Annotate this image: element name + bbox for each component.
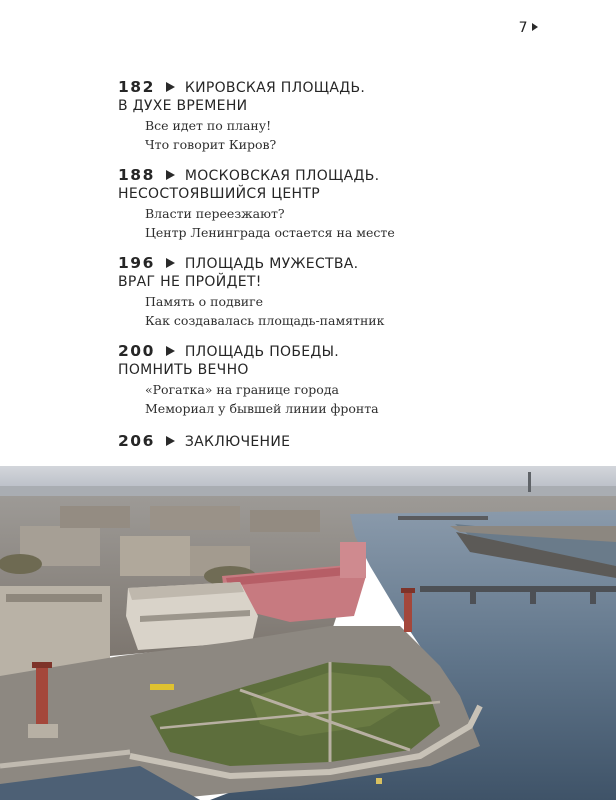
toc-entry-subtitles — [118, 205, 558, 242]
toc-entry-title: ПЛОЩАДЬ ПОБЕДЫ. — [184, 344, 340, 360]
toc-entry-title: МОСКОВСКАЯ ПЛОЩАДЬ. — [184, 168, 380, 184]
toc-entry[interactable] — [118, 254, 558, 330]
toc-entry-heading — [118, 342, 558, 361]
toc-entry[interactable] — [118, 166, 558, 242]
toc-subtitle: Все идет по плану! — [145, 118, 272, 133]
triangle-arrow-icon — [166, 258, 175, 268]
toc-entry-heading — [118, 78, 558, 97]
toc-subtitle: Как создавалась площадь-памятник — [145, 312, 385, 328]
toc-entry-subtitles — [118, 117, 558, 154]
toc-subtitle: Что говорит Киров? — [145, 136, 277, 152]
toc-entry-page: 200 — [118, 342, 155, 360]
aerial-photo-icon — [0, 466, 616, 800]
toc-entry[interactable] — [118, 78, 558, 154]
toc-entry-title: КИРОВСКАЯ ПЛОЩАДЬ. — [184, 80, 366, 96]
page-number-value: 7 — [518, 20, 528, 36]
page-number — [519, 20, 538, 36]
toc-entry-subtitles — [118, 381, 558, 418]
aerial-photo — [0, 466, 616, 800]
toc-entry[interactable] — [118, 342, 558, 418]
toc-entry[interactable] — [118, 432, 558, 451]
toc-entry-title-line2: ПОМНИТЬ ВЕЧНО — [118, 362, 249, 378]
toc-entry-title-line2: В ДУХЕ ВРЕМЕНИ — [118, 98, 248, 114]
toc-entry-page: 188 — [118, 166, 155, 184]
toc-entry-page: 182 — [118, 78, 155, 96]
toc-entry-subtitles — [118, 293, 558, 330]
toc-entry-heading — [118, 254, 558, 273]
toc-subtitle: «Рогатка» на границе города — [145, 382, 339, 397]
toc-subtitle: Власти переезжают? — [145, 206, 285, 221]
toc-entry-title: ПЛОЩАДЬ МУЖЕСТВА. — [184, 256, 359, 272]
triangle-arrow-icon — [166, 346, 175, 356]
triangle-arrow-icon — [166, 170, 175, 180]
toc-entry-title-line2: НЕСОСТОЯВШИЙСЯ ЦЕНТР — [118, 186, 320, 202]
toc-entry-title: ЗАКЛЮЧЕНИЕ — [184, 434, 291, 450]
toc-entry-title-line2: ВРАГ НЕ ПРОЙДЕТ! — [118, 274, 262, 290]
triangle-arrow-icon — [166, 82, 175, 92]
toc-subtitle: Память о подвиге — [145, 294, 264, 309]
toc-entry-heading — [118, 432, 558, 451]
toc-entry-heading — [118, 166, 558, 185]
toc-entry-page: 206 — [118, 432, 155, 450]
page-arrow-icon — [532, 23, 538, 31]
toc-entry-page: 196 — [118, 254, 155, 272]
toc-subtitle: Центр Ленинграда остается на месте — [145, 224, 395, 240]
triangle-arrow-icon — [166, 436, 175, 446]
toc-subtitle: Мемориал у бывшей линии фронта — [145, 400, 379, 416]
